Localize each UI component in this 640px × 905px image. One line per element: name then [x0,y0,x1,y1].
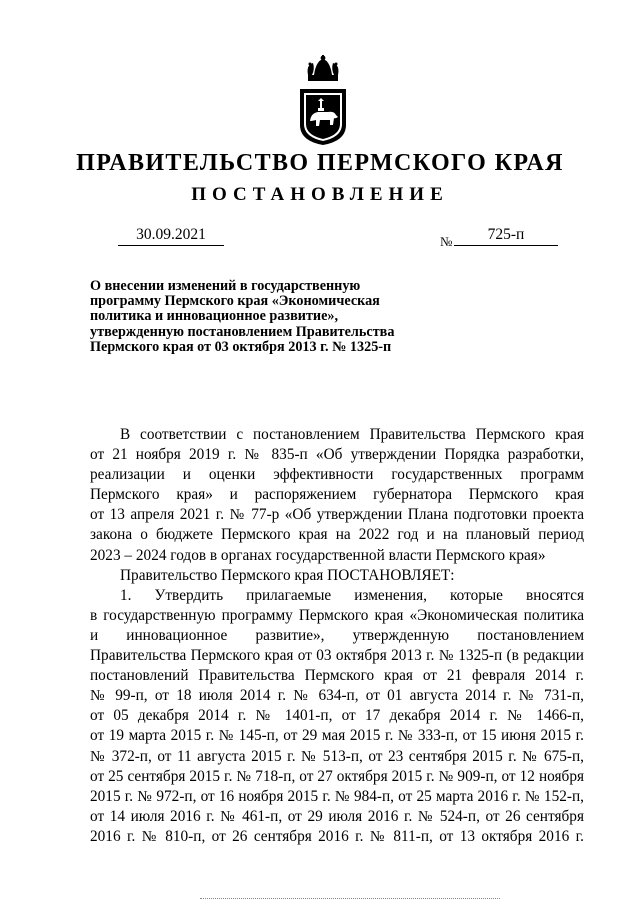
perm-krai-coat-of-arms-icon [298,55,348,147]
body-line: от 25 сентября 2015 г. № 718-п, от 27 октября 2015 г. № 909-п, от 12 ноября [90,767,584,785]
document-date: 30.09.2021 [118,226,224,246]
subject-line: утвержденную постановлением Правительства [90,323,395,340]
subject-line: политика и инновационное развитие», [90,308,339,325]
body-line: В соответствии с постановлением Правительства Пермского края [120,426,584,443]
body-line: Пермского края» и распоряжением губернатора Пермского края [90,486,584,504]
body-line: постановлений Правительства Пермского края от 21 февраля 2014 г. [90,667,584,685]
body-line: от 13 апреля 2021 г. № 77-р «Об утверждении Плана подготовки проекта [90,506,584,524]
body-line: от 14 июля 2016 г. № 461-п, от 29 июля 2016 г. № 524-п, от 26 сентября [90,807,584,825]
body-line: 1. Утвердить прилагаемые изменения, которые вносятся [120,586,584,604]
body-line: реализации и оценки эффективности государственных программ [90,466,584,484]
body-line: от 19 марта 2015 г. № 145-п, от 29 мая 2015 г. № 333-п, от 15 июня 2015 г. [90,727,584,745]
subject-line: программу Пермского края «Экономическая [90,293,380,310]
document-number: 725-п [454,226,558,246]
body-line: от 21 ноября 2019 г. № 835-п «Об утверждении Порядка разработки, [90,446,584,464]
document-number-field [440,226,560,250]
subject-line: Пермского края от 03 октября 2013 г. № 1325-п [90,338,392,355]
body-line: и инновационное развитие», утвержденную постановлением [90,626,584,644]
document-body [90,425,584,847]
body-line: 2015 г. № 972-п, от 16 ноября 2015 г. № 984-п, от 25 марта 2016 г. № 152-п, [90,787,584,805]
body-line: 2016 г. № 810-п, от 26 сентября 2016 г. № 811-п, от 13 октября 2016 г. [90,827,584,845]
document-subject [90,279,450,355]
body-line: от 05 декабря 2014 г. № 1401-п, от 17 декабря 2014 г. № 1466-п, [90,707,584,725]
body-line: 2023 – 2024 годов в органах государственной власти Пермского края» [90,546,546,564]
government-title: ПРАВИТЕЛЬСТВО ПЕРМСКОГО КРАЯ [76,150,564,176]
body-line: № 99-п, от 18 июля 2014 г. № 634-п, от 01 августа 2014 г. № 731-п, [90,687,584,705]
body-line: в государственную программу Пермского края «Экономическая политика [90,606,584,624]
document-type: ПОСТАНОВЛЕНИЕ [191,184,449,205]
body-line: Правительства Пермского края от 03 октября 2013 г. № 1325-п (в редакции [90,647,584,665]
body-line: закона о бюджете Пермского края на 2022 год и на плановый период [90,526,584,544]
subject-line: О внесении изменений в государственную [90,278,361,294]
number-sign: № [440,234,453,249]
body-line: Правительство Пермского края ПОСТАНОВЛЯЕТ: [120,566,455,584]
scan-artifact-divider [200,896,500,899]
body-line: № 372-п, от 11 августа 2015 г. № 513-п, от 23 сентября 2015 г. № 675-п, [90,747,584,765]
